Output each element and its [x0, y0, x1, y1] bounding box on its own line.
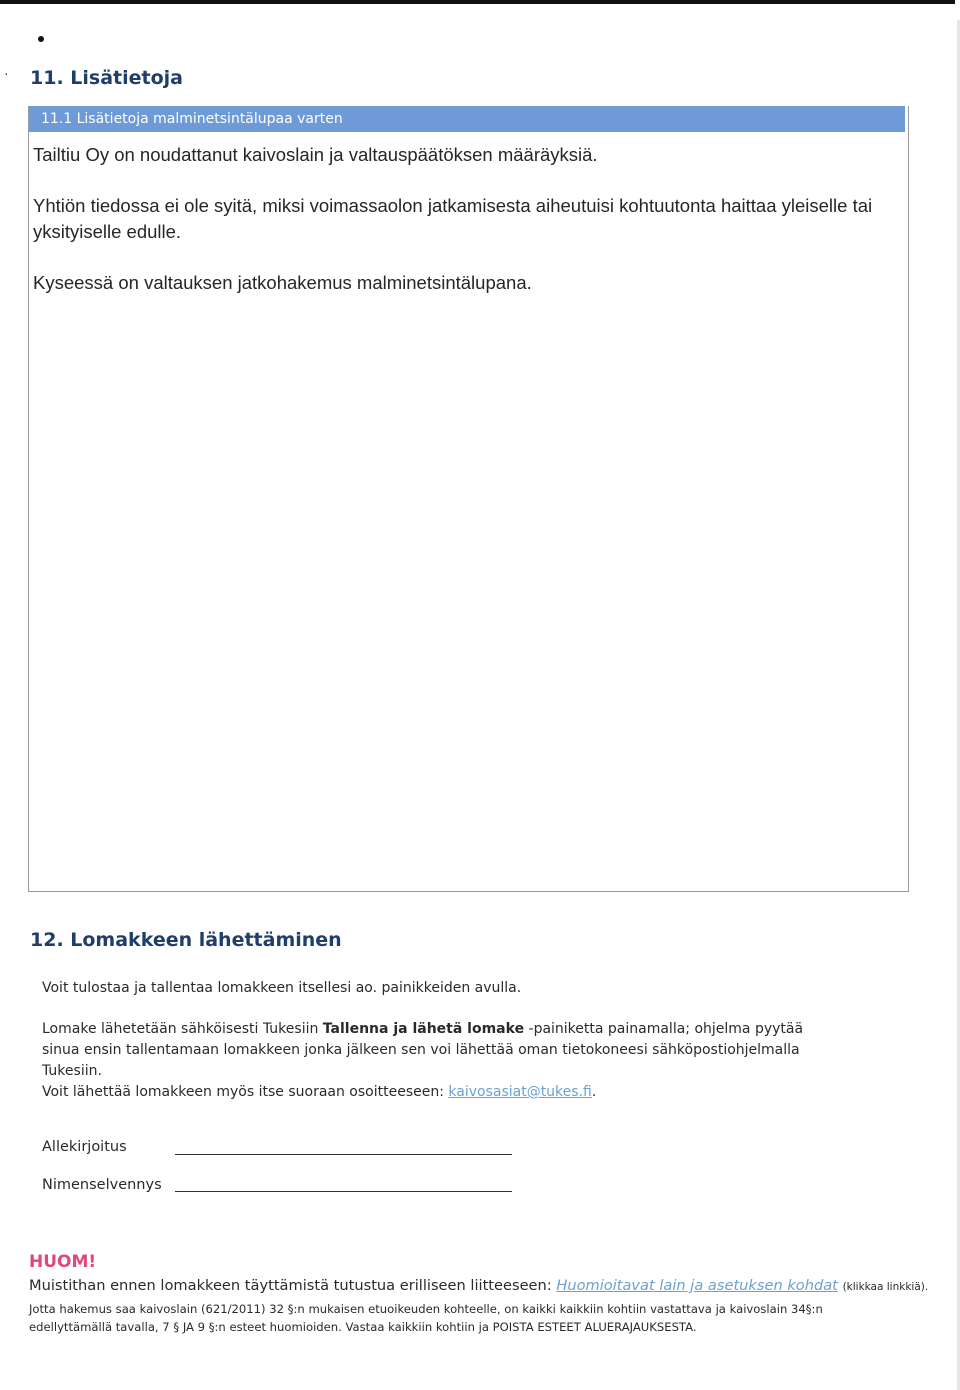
- notice-text-start: Muistithan ennen lomakkeen täyttämistä tutustua erilliseen liitteeseen:: [29, 1277, 557, 1294]
- email-link[interactable]: kaivosasiat@tukes.fi: [448, 1084, 592, 1100]
- fine-print-line-1: Jotta hakemus saa kaivoslain (621/2011) 32 §:n mukaisen etuoikeuden kohteelle, on kaikki kaikkiin kohtiin vastattava ja kaivoslain 34§:n: [29, 1302, 823, 1316]
- section-11-heading: 11. Lisätietoja: [30, 67, 183, 89]
- send-instruction-start: Lomake lähetetään sähköisesti Tukesiin: [42, 1021, 323, 1037]
- additional-info-box: [28, 106, 909, 892]
- section-12-heading: 12. Lomakkeen lähettäminen: [30, 929, 342, 951]
- email-instruction-text: Voit lähettää lomakkeen myös itse suoraan osoitteeseen:: [42, 1084, 449, 1100]
- notice-title: HUOM!: [29, 1252, 97, 1272]
- info-paragraph-2: Yhtiön tiedossa ei ole syitä, miksi voimassaolon jatkamisesta aiheutuisi kohtuutonta haittaa yleiselle tai yksityiselle edulle.: [33, 195, 873, 242]
- signature-line: [175, 1154, 512, 1155]
- scan-speck: ·: [4, 65, 9, 81]
- send-instruction: [42, 1019, 812, 1082]
- name-clarification-label: Nimenselvennys: [42, 1177, 162, 1193]
- email-instruction: [42, 1082, 596, 1103]
- info-paragraph-3: Kyseessä on valtauksen jatkohakemus malminetsintälupana.: [33, 272, 532, 293]
- info-paragraph-1: Tailtiu Oy on noudattanut kaivoslain ja valtauspäätöksen määräyksiä.: [33, 144, 598, 165]
- send-instruction-end: -painiketta painamalla; ohjelma pyytää sinua ensin tallentamaan lomakkeen jonka jälkeen sen voi lähettää oman tietokoneesi sähköpostiohjelmalla Tukesiin.: [42, 1021, 804, 1079]
- fine-print-line-2: edellyttämällä tavalla, 7 § JA 9 §:n esteet huomioiden. Vastaa kaikkiin kohtiin ja POISTA ESTEET ALUERAJAUKSESTA.: [29, 1320, 697, 1334]
- signature-label: Allekirjoitus: [42, 1139, 127, 1155]
- box-title: 11.1 Lisätietoja malminetsintälupaa varten: [29, 106, 905, 132]
- scan-top-edge: [0, 0, 955, 4]
- email-instruction-period: .: [591, 1084, 597, 1100]
- save-and-send-label: Tallenna ja lähetä lomake: [322, 1021, 525, 1037]
- regulations-link[interactable]: Huomioitavat lain ja asetuksen kohdat: [556, 1277, 838, 1294]
- link-hint: (klikkaa linkkiä).: [842, 1281, 929, 1293]
- name-clarification-line: [175, 1191, 512, 1192]
- scan-dot: [38, 36, 44, 42]
- print-save-instruction: Voit tulostaa ja tallentaa lomakkeen itsellesi ao. painikkeiden avulla.: [42, 980, 522, 996]
- notice-text: [29, 1277, 928, 1294]
